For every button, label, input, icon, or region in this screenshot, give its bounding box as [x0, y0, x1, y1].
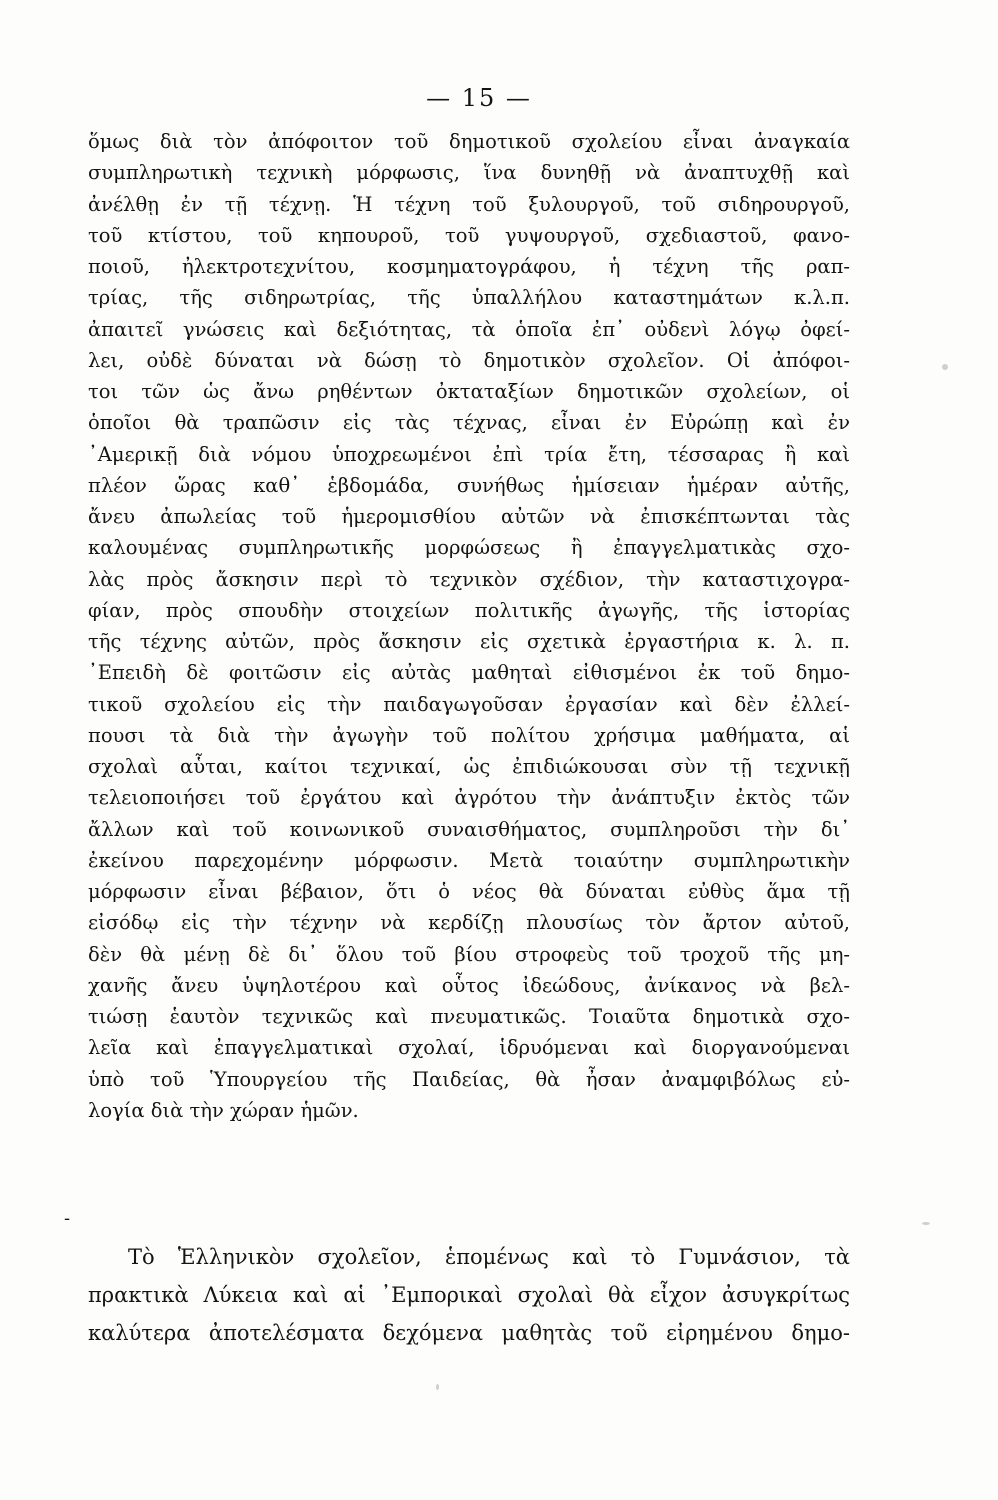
- text-line: ὑπὸ τοῦ Ὑπουργείου τῆς Παιδείας, θὰ ἦσαν ἀναμφιβόλως εὐ-: [88, 1067, 850, 1091]
- scan-speck: [922, 1222, 930, 1225]
- text-line: χανῆς ἄνευ ὑψηλοτέρου καὶ οὗτος ἰδεώδους, ἀνίκανος νὰ βελ-: [88, 973, 850, 997]
- paragraph-1: [88, 126, 850, 1126]
- text-line: φίαν, πρὸς σπουδὴν στοιχείων πολιτικῆς ἀγωγῆς, τῆς ἱστορίας: [88, 598, 850, 622]
- text-line: ἀνέλθῃ ἐν τῇ τέχνῃ. Ἡ τέχνη τοῦ ξυλουργοῦ, τοῦ σιδηρουργοῦ,: [88, 192, 850, 216]
- text-line: ἄνευ ἀπωλείας τοῦ ἡμερομισθίου αὐτῶν νὰ ἐπισκέπτωνται τὰς: [88, 505, 850, 528]
- text-line: πρακτικὰ Λύκεια καὶ αἱ ᾽Εμπορικαὶ σχολαὶ θὰ εἶχον ἀσυγκρίτως: [88, 1283, 850, 1307]
- text-line: λει, οὐδὲ δύναται νὰ δώσῃ τὸ δημοτικὸν σχολεῖον. Οἱ ἀπόφοι-: [88, 348, 850, 372]
- text-line: μόρφωσιν εἶναι βέβαιον, ὅτι ὁ νέος θὰ δύναται εὐθὺς ἅμα τῇ: [88, 880, 850, 903]
- text-line: λεῖα καὶ ἐπαγγελματικαὶ σχολαί, ἱδρυόμεναι καὶ διοργανούμεναι: [88, 1036, 850, 1060]
- text-line: εἰσόδῳ εἰς τὴν τέχνην νὰ κερδίζῃ πλουσίως τὸν ἄρτον αὐτοῦ,: [88, 911, 850, 935]
- text-line: συμπληρωτικὴ τεχνικὴ μόρφωσις, ἵνα δυνηθῇ νὰ ἀναπτυχθῇ καὶ: [88, 161, 850, 185]
- text-line: καλουμένας συμπληρωτικῆς μορφώσεως ἢ ἐπαγγελματικὰς σχο-: [88, 536, 850, 560]
- text-line: τελειοποιήσει τοῦ ἐργάτου καὶ ἀγρότου τὴν ἀνάπτυξιν ἐκτὸς τῶν: [88, 786, 850, 810]
- text-line: ἄλλων καὶ τοῦ κοινωνικοῦ συναισθήματος, συμπληροῦσι τὴν δι᾽: [88, 817, 850, 841]
- text-line: ὁποῖοι θὰ τραπῶσιν εἰς τὰς τέχνας, εἶναι ἐν Εὐρώπῃ καὶ ἐν: [88, 411, 850, 435]
- scan-speck: [436, 1384, 439, 1390]
- text-line: τρίας, τῆς σιδηρωτρίας, τῆς ὑπαλλήλου καταστημάτων κ.λ.π.: [88, 286, 850, 310]
- text-line: ποιοῦ, ἠλεκτροτεχνίτου, κοσμηματογράφου, ἡ τέχνη τῆς ραπ-: [88, 255, 850, 278]
- text-line: καλύτερα ἀποτελέσματα δεχόμενα μαθητὰς τοῦ εἰρημένου δημο-: [88, 1321, 850, 1345]
- text-line: ὅμως διὰ τὸν ἀπόφοιτον τοῦ δημοτικοῦ σχολείου εἶναι ἀναγκαία: [88, 130, 850, 153]
- text-line: λογία διὰ τὴν χώραν ἡμῶν.: [88, 1098, 359, 1122]
- text-line: τοῦ κτίστου, τοῦ κηπουροῦ, τοῦ γυψουργοῦ, σχεδιαστοῦ, φανο-: [88, 223, 850, 247]
- text-line: λὰς πρὸς ἄσκησιν περὶ τὸ τεχνικὸν σχέδιον, τὴν καταστιχογρα-: [88, 567, 850, 591]
- text-line: ἐκείνου παρεχομένην μόρφωσιν. Μετὰ τοιαύτην συμπληρωτικὴν: [88, 848, 850, 872]
- text-line: Τὸ Ἑλληνικὸν σχολεῖον, ἑπομένως καὶ τὸ Γυμνάσιον, τὰ: [128, 1245, 850, 1269]
- text-line: τῆς τέχνης αὐτῶν, πρὸς ἄσκησιν εἰς σχετικὰ ἐργαστήρια κ. λ. π.: [88, 630, 850, 653]
- text-line: πλέον ὥρας καθ᾽ ἑβδομάδα, συνήθως ἡμίσειαν ἡμέραν αὐτῆς,: [88, 473, 850, 497]
- text-line: ᾽Επειδὴ δὲ φοιτῶσιν εἰς αὐτὰς μαθηταὶ εἰθισμένοι ἐκ τοῦ δημο-: [88, 661, 850, 685]
- text-line: σχολαὶ αὗται, καίτοι τεχνικαί, ὡς ἐπιδιώκουσαι σὺν τῇ τεχνικῇ: [88, 755, 850, 778]
- text-line: ᾽Αμερικῇ διὰ νόμου ὑποχρεωμένοι ἐπὶ τρία ἔτη, τέσσαρας ἢ καὶ: [88, 442, 850, 466]
- paragraph-2: [88, 1238, 850, 1352]
- text-line: ἀπαιτεῖ γνώσεις καὶ δεξιότητας, τὰ ὁποῖα ἐπ᾽ οὐδενὶ λόγῳ ὀφεί-: [88, 317, 850, 341]
- text-line: τιώσῃ ἑαυτὸν τεχνικῶς καὶ πνευματικῶς. Τοιαῦτα δημοτικὰ σχο-: [88, 1005, 850, 1028]
- page-number: — 15 —: [426, 84, 532, 112]
- text-line: τικοῦ σχολείου εἰς τὴν παιδαγωγοῦσαν ἐργασίαν καὶ δὲν ἐλλεί-: [88, 692, 850, 716]
- scan-speck: [942, 364, 948, 370]
- text-line: πουσι τὰ διὰ τὴν ἀγωγὴν τοῦ πολίτου χρήσιμα μαθήματα, αἱ: [88, 723, 850, 747]
- margin-mark: -: [64, 1208, 71, 1229]
- text-line: τοι τῶν ὡς ἄνω ρηθέντων ὀκταταξίων δημοτικῶν σχολείων, οἱ: [88, 380, 850, 403]
- text-line: δὲν θὰ μένῃ δὲ δι᾽ ὅλου τοῦ βίου στροφεὺς τοῦ τροχοῦ τῆς μη-: [88, 942, 850, 966]
